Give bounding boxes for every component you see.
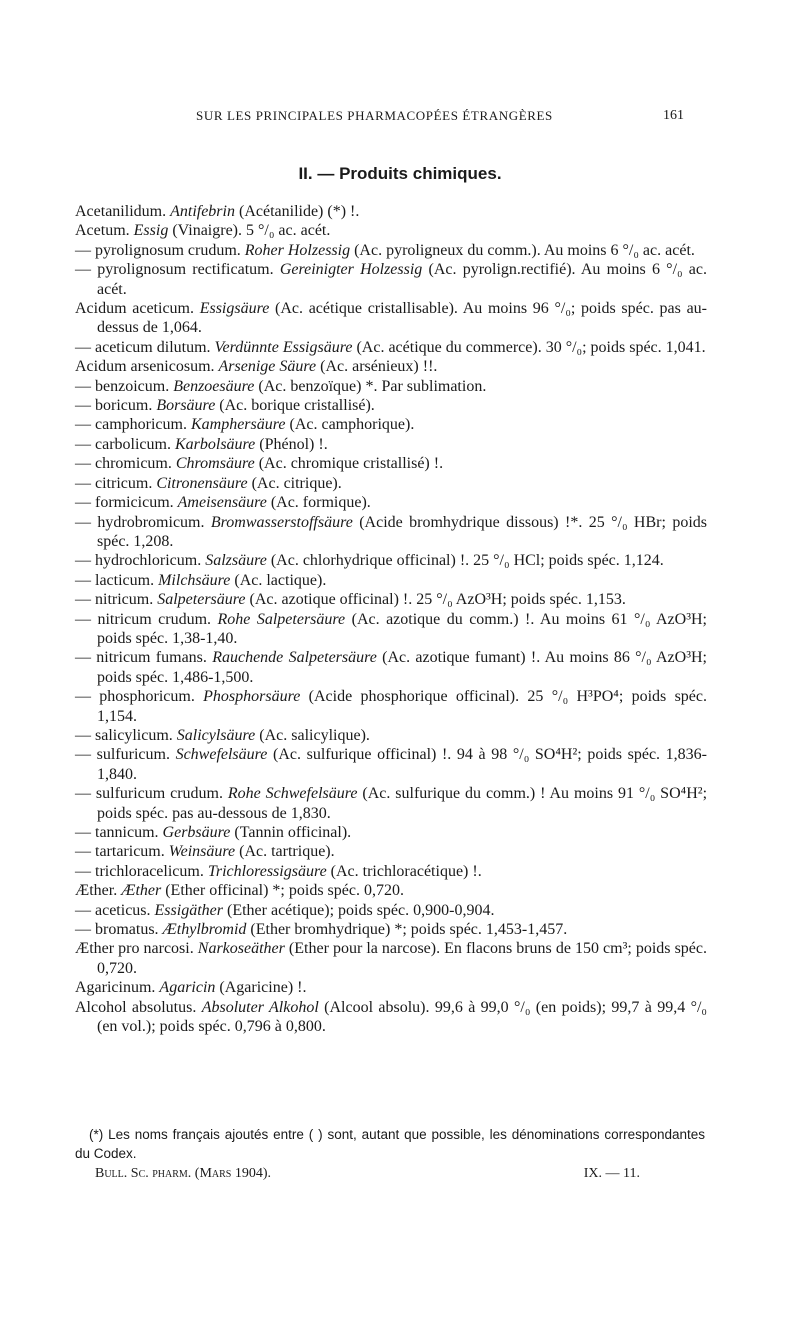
entry-item: [75, 338, 707, 357]
entry-latin-name: — tartaricum.: [75, 843, 169, 861]
entry-description: (Ac. sulfurique officinal) !. 94 à 98 °/₀ SO⁴H²; poids spéc. 1,836-1,840.: [97, 746, 707, 783]
entry-latin-name: Acidum aceticum.: [75, 300, 200, 318]
entry-german-name: Æther: [121, 882, 162, 900]
entry-latin-name: — aceticum dilutum.: [75, 338, 215, 356]
entry-german-name: Rohe Salpetersäure: [217, 610, 346, 628]
entry-description: (Ac. chlorhydrique officinal) !. 25 °/₀ HCl; poids spéc. 1,124.: [266, 552, 664, 570]
entry-item: [75, 590, 707, 609]
running-title: SUR LES PRINCIPALES PHARMACOPÉES ÉTRANGÈRES: [196, 108, 553, 123]
entry-german-name: Kamphersäure: [190, 416, 286, 434]
entry-item: [75, 571, 707, 590]
entry-description: (Ac. azotique officinal) !. 25 °/₀ AzO³H; poids spéc. 1,153.: [245, 591, 626, 609]
entry-german-name: Absoluter Alkohol: [201, 998, 319, 1016]
entry-latin-name: — sulfuricum.: [75, 746, 176, 764]
entry-item: [75, 202, 707, 221]
entry-item: [75, 610, 707, 649]
entry-item: [75, 784, 707, 823]
entry-description: (Ac. acétique cristallisable). Au moins 96 °/₀; poids spéc. pas au-dessus de 1,064.: [97, 300, 707, 337]
entry-german-name: Trichloressigsäure: [207, 862, 327, 880]
entry-list: [75, 202, 707, 1036]
entry-item: [75, 862, 707, 881]
entry-item: [75, 745, 707, 784]
entry-latin-name: — citricum.: [75, 474, 157, 492]
entry-description: (Ac. pyroligneux du comm.). Au moins 6 °/₀ ac. acét.: [350, 241, 695, 259]
entry-item: [75, 939, 707, 978]
entry-latin-name: — salicylicum.: [75, 726, 177, 744]
entry-item: [75, 881, 707, 900]
entry-item: [75, 513, 707, 552]
entry-description: (Alcool absolu). 99,6 à 99,0 °/₀ (en poids); 99,7 à 99,4 °/₀ (en vol.); poids spéc. 0,796 à 0,800.: [97, 998, 707, 1036]
entry-german-name: Arsenige Säure: [218, 358, 317, 376]
entry-german-name: Essig: [133, 222, 169, 240]
entry-description: (Ac. pyrolign.rectifié). Au moins 6 °/₀ ac. acét.: [97, 261, 708, 298]
entry-description: (Ac. citrique).: [247, 474, 342, 492]
entry-item: [75, 687, 707, 726]
entry-latin-name: Acetum.: [75, 222, 134, 240]
entry-description: (Ac. tartrique).: [235, 843, 335, 861]
entry-description: (Ac. arsénieux) !!.: [316, 358, 438, 376]
entry-item: [75, 823, 707, 842]
entry-description: (Ac. chromique cristallisé) !.: [254, 455, 444, 473]
entry-german-name: Gereinigter Holzessig: [279, 261, 423, 279]
entry-german-name: Borsäure: [156, 397, 216, 415]
entry-item: [75, 978, 707, 997]
entry-german-name: Salzsäure: [205, 552, 267, 570]
entry-german-name: Narkoseäther: [197, 940, 285, 958]
entry-german-name: Essigäther: [154, 901, 223, 919]
entry-description: (Ether officinal) *; poids spéc. 0,720.: [161, 882, 404, 900]
entry-latin-name: — nitricum fumans.: [75, 649, 213, 667]
entry-description: (Tannin officinal).: [230, 824, 352, 841]
entry-description: (Acide phosphorique officinal). 25 °/₀ H³PO⁴; poids spéc. 1,154.: [97, 688, 707, 725]
entry-item: [75, 396, 707, 415]
entry-description: (Ac. sulfurique du comm.) ! Au moins 91 °/₀ SO⁴H²; poids spéc. pas au-dessous de 1,830.: [97, 785, 708, 822]
entry-german-name: Phosphorsäure: [203, 688, 301, 706]
entry-description: (Vinaigre). 5 °/₀ ac. acét.: [168, 222, 331, 240]
entry-description: (Ac. formique).: [266, 494, 371, 512]
entry-item: [75, 415, 707, 434]
journal-reference: Bull. Sc. pharm. (Mars 1904).: [95, 1166, 272, 1181]
entry-item: [75, 454, 707, 473]
entry-description: (Ac. borique cristallisé).: [215, 397, 375, 415]
entry-latin-name: — benzoicum.: [75, 377, 174, 395]
entry-german-name: Chromsäure: [175, 455, 255, 473]
entry-latin-name: Agaricinum.: [75, 979, 160, 997]
entry-item: [75, 357, 707, 376]
entry-latin-name: — aceticus.: [75, 901, 155, 919]
entry-german-name: Essigsäure: [199, 300, 270, 318]
entry-description: (Ether bromhydrique) *; poids spéc. 1,453-1,457.: [246, 921, 568, 939]
entry-description: (Ether pour la narcose). En flacons bruns de 150 cm³; poids spéc. 0,720.: [97, 940, 708, 977]
entry-item: [75, 551, 707, 570]
entry-item: [75, 901, 707, 920]
entry-latin-name: Acidum arsenicosum.: [75, 358, 219, 376]
entry-item: [75, 842, 707, 861]
section-title: II. — Produits chimiques.: [298, 164, 502, 183]
entry-latin-name: — chromicum.: [75, 455, 176, 473]
entry-latin-name: — lacticum.: [75, 571, 159, 589]
entry-german-name: Citronensäure: [156, 474, 248, 492]
entry-latin-name: — hydrochloricum.: [75, 552, 206, 570]
entry-german-name: Gerbsäure: [162, 824, 231, 841]
entry-german-name: Roher Holzessig: [244, 241, 351, 259]
entry-german-name: Milchsäure: [158, 571, 231, 589]
page-number: 161: [663, 108, 684, 123]
entry-item: [75, 474, 707, 493]
entry-german-name: Karbolsäure: [174, 435, 256, 453]
entry-latin-name: — nitricum crudum.: [75, 610, 218, 628]
entry-latin-name: — boricum.: [75, 397, 157, 415]
entry-item: [75, 998, 707, 1037]
entry-item: [75, 299, 707, 338]
entry-item: [75, 241, 707, 260]
entry-latin-name: — formicicum.: [75, 494, 178, 512]
entry-description: (Acide bromhydrique dissous) !*. 25 °/₀ HBr; poids spéc. 1,208.: [97, 513, 707, 550]
entry-german-name: Schwefelsäure: [175, 746, 268, 764]
entry-latin-name: Æther pro narcosi.: [75, 940, 198, 958]
footnote: (*) Les noms français ajoutés entre ( ) sont, autant que possible, les dénominations correspondantes du Codex.: [75, 1127, 705, 1161]
entry-german-name: Rohe Schwefelsäure: [227, 785, 358, 803]
entry-latin-name: — nitricum.: [75, 591, 158, 609]
entry-item: [75, 435, 707, 454]
entry-latin-name: Æther.: [75, 882, 122, 900]
entry-latin-name: — trichloracelicum.: [75, 862, 208, 880]
entry-german-name: Verdünnte Essigsäure: [214, 338, 353, 356]
entry-description: (Ac. azotique fumant) !. Au moins 86 °/₀ AzO³H; poids spéc. 1,486-1,500.: [97, 649, 708, 686]
entry-latin-name: — phosphoricum.: [75, 688, 204, 706]
entry-description: (Ether acétique); poids spéc. 0,900-0,904.: [222, 901, 495, 919]
entry-item: [75, 648, 707, 687]
entry-description: (Ac. camphorique).: [285, 416, 415, 434]
signature-mark: IX. — 11.: [583, 1166, 640, 1181]
entry-latin-name: — bromatus.: [75, 921, 163, 939]
entry-latin-name: — tannicum.: [75, 824, 163, 841]
entry-latin-name: — camphoricum.: [75, 416, 191, 434]
entry-latin-name: Alcohol absolutus.: [75, 998, 202, 1016]
entry-german-name: Antifebrin: [170, 203, 235, 220]
entry-german-name: Ameisensäure: [177, 494, 267, 512]
entry-german-name: Bromwasserstoffsäure: [210, 513, 353, 531]
entry-item: [75, 221, 707, 240]
entry-german-name: Weinsäure: [168, 843, 236, 861]
entry-latin-name: Acetanilidum.: [75, 203, 171, 220]
entry-description: (Acétanilide) (*) !.: [234, 203, 360, 220]
entry-description: (Ac. trichloracétique) !.: [326, 862, 482, 880]
entry-item: [75, 726, 707, 745]
entry-german-name: Benzoesäure: [173, 377, 255, 395]
entry-description: (Ac. lactique).: [230, 571, 327, 589]
entry-latin-name: — hydrobromicum.: [75, 513, 211, 531]
entry-latin-name: — carbolicum.: [75, 435, 175, 453]
entry-description: (Agaricine) !.: [215, 979, 307, 997]
entry-description: (Ac. benzoïque) *. Par sublimation.: [254, 377, 487, 395]
entry-description: (Ac. salicylique).: [255, 726, 370, 744]
entry-german-name: Agaricin: [159, 979, 216, 997]
entry-latin-name: — pyrolignosum crudum.: [75, 241, 245, 259]
entry-item: [75, 260, 707, 299]
entry-german-name: Salicylsäure: [176, 726, 256, 744]
entry-latin-name: — pyrolignosum rectificatum.: [75, 261, 280, 279]
entry-description: (Phénol) !.: [255, 435, 328, 453]
entry-description: (Ac. azotique du comm.) !. Au moins 61 °/₀ AzO³H; poids spéc. 1,38-1,40.: [97, 610, 708, 647]
entry-german-name: Salpetersäure: [157, 591, 246, 609]
entry-item: [75, 493, 707, 512]
entry-latin-name: — sulfuricum crudum.: [75, 785, 228, 803]
entry-item: [75, 377, 707, 396]
entry-german-name: Rauchende Salpetersäure: [212, 649, 377, 667]
entry-description: (Ac. acétique du commerce). 30 °/₀; poids spéc. 1,041.: [352, 338, 706, 356]
entry-item: [75, 920, 707, 939]
entry-german-name: Æthylbromid: [162, 921, 247, 939]
